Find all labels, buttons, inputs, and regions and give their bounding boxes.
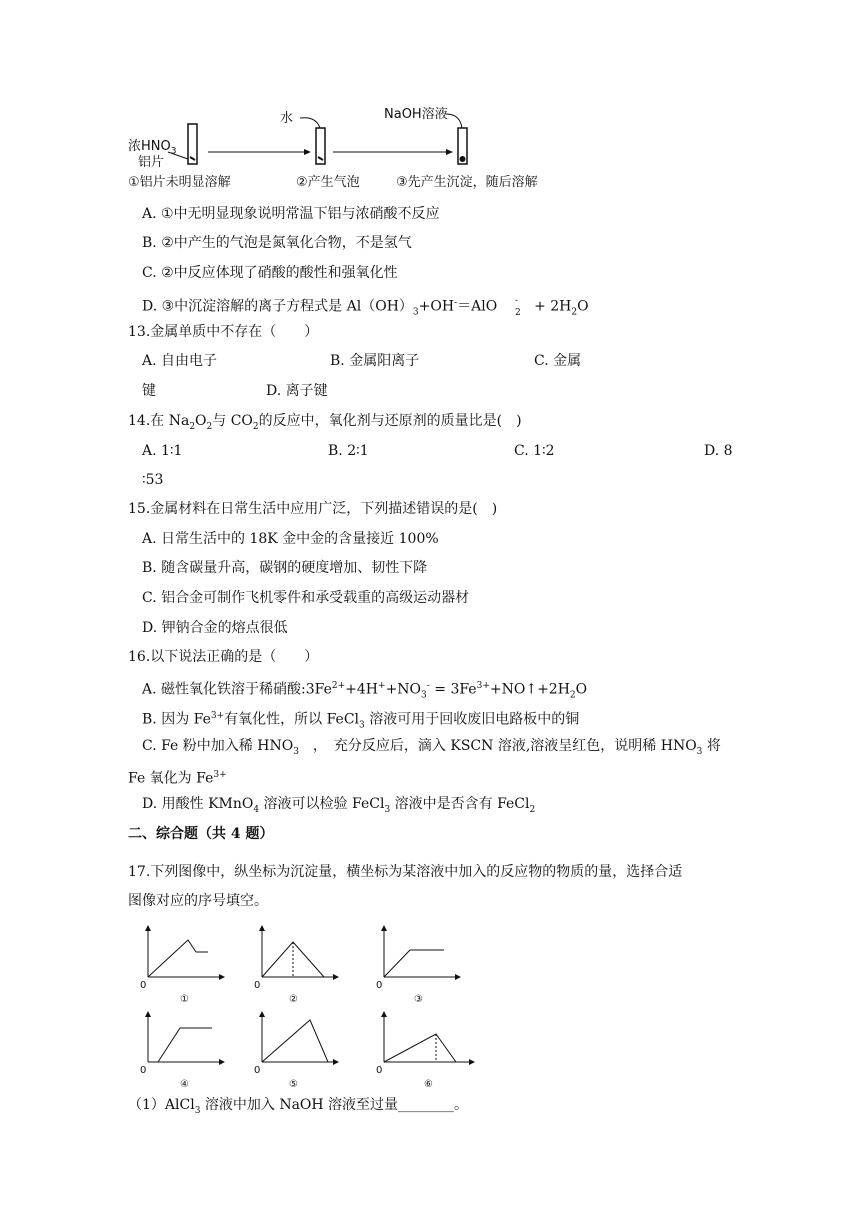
q14-option-b: B. 2∶1 [328,443,369,459]
graph-1 [140,928,222,1005]
graph-1-origin: 0 [140,980,147,991]
label-conc-nitric-acid: 浓$HNO_3$ [128,139,177,157]
caption-step-2: ②产生气泡 [296,175,360,190]
graph-6-origin: 0 [376,1065,383,1076]
graph-5-label: ⑤ [289,1079,298,1090]
q12-option-b: B. ②中产生的气泡是氮氧化合物，不是氢气 [142,235,412,251]
q14-stem: 14.在 $Na_2O_2$与 $CO_2$的反应中，氧化剂与还原剂的质量比是( ) [128,413,522,432]
graph-4-origin: 0 [140,1065,147,1076]
q16-option-b: B. 因为 $Fe^{3+}$有氧化性，所以 FeCl$_3$ 溶液可用于回收废旧电路板中的铜 [142,711,580,731]
graph-4-curve [158,1028,212,1062]
q13-option-a: A. 自由电子 [142,353,218,369]
graph-6-label: ⑥ [424,1079,433,1090]
graph-4-label: ④ [180,1079,189,1090]
q14-option-a: A. 1∶1 [142,443,183,459]
caption-step-3: ③先产生沉淀，随后溶解 [396,175,538,190]
q13-stem: 13.金属单质中不存在（ ） [128,324,319,340]
graph-3-curve [384,950,444,977]
apparatus-figure [128,102,568,194]
graph-2-label: ② [289,994,298,1005]
section-heading: 二、综合题（共 4 题） [128,826,274,842]
graph-3-label: ③ [414,994,423,1005]
q14-option-d: D. 8 [704,443,733,459]
graph-2 [254,928,336,1005]
q17-graphs [138,922,478,1092]
q15-option-b: B. 随含碳量升高，碳钢的硬度增加、韧性下降 [142,560,428,576]
graph-3-origin: 0 [376,980,383,991]
q12-option-c: C. ②中反应体现了硝酸的酸性和强氧化性 [142,265,398,281]
label-aluminum-sheet: 铝片 [138,155,165,170]
q12-option-a: A. ①中无明显现象说明常温下铝与浓硝酸不反应 [142,206,440,222]
q13-option-c: C. 金属 [534,353,582,369]
q16-option-c: C. Fe 粉中加入稀 $HNO_3$ ， 充分反应后，滴入 KSCN 溶液,溶液呈红色，说明稀 $HNO_3$ 将 [142,738,721,757]
q15-option-c: C. 铝合金可制作飞机零件和承受载重的高级运动器材 [142,590,470,606]
graph-5-curve [262,1020,328,1062]
q17-stem-line-2: 图像对应的序号填空。 [128,893,268,909]
graph-4 [140,1014,222,1090]
q15-option-d: D. 钾钠合金的熔点很低 [142,620,288,636]
q17-sub-question-1: （1）AlCl$_3$ 溶液中加入 NaOH 溶液至过量________。 [128,1097,469,1116]
q14-option-d-cont: ∶53 [142,472,164,488]
caption-step-1: ①铝片未明显溶解 [128,175,231,190]
q13-option-c-cont: 键 [142,383,156,399]
graph-3 [376,928,458,1005]
q17-stem-line-1: 17.下列图像中，纵坐标为沉淀量，横坐标为某溶液中加入的反应物的物质的量，选择合适 [128,864,683,880]
q16-option-a: A. 磁性氧化铁溶于稀硝酸$:3Fe^{2+}+4H^++NO_3^-$ = $3Fe^{3+}+NO↑+2H_2O$ [142,681,588,701]
q15-stem: 15.金属材料在日常生活中应用广泛，下列描述错误的是( ) [128,501,498,517]
q16-option-c-cont: Fe 氧化为 $Fe^{3+}$ [128,770,227,787]
graph-1-label: ① [180,994,189,1005]
graph-1-curve [148,940,208,977]
q14-option-c: C. 1∶2 [514,443,555,459]
q16-option-d: D. 用酸性 KMnO$_4$ 溶液可以检验 FeCl$_3$ 溶液中是否含有 FeCl$_2$ [142,796,536,815]
graph-2-origin: 0 [254,980,261,991]
q12-option-d: D. ③中沉淀溶解的离子方程式是 $Al(OH)_3+OH^-=AlO$ - $_2$ + $2H_2O$ [142,295,589,318]
label-naoh-solution: NaOH溶液 [384,107,448,122]
graph-6 [376,1014,472,1090]
q13-option-b: B. 金属阳离子 [330,353,420,369]
graph-6-curve [384,1034,456,1062]
label-water: 水 [280,111,294,126]
graph-5 [254,1014,336,1090]
q15-option-a: A. 日常生活中的 18K 金中金的含量接近 100% [142,531,439,547]
q13-option-d: D. 离子键 [266,383,328,399]
q16-stem: 16.以下说法正确的是（ ） [128,649,319,665]
graph-5-origin: 0 [254,1065,261,1076]
